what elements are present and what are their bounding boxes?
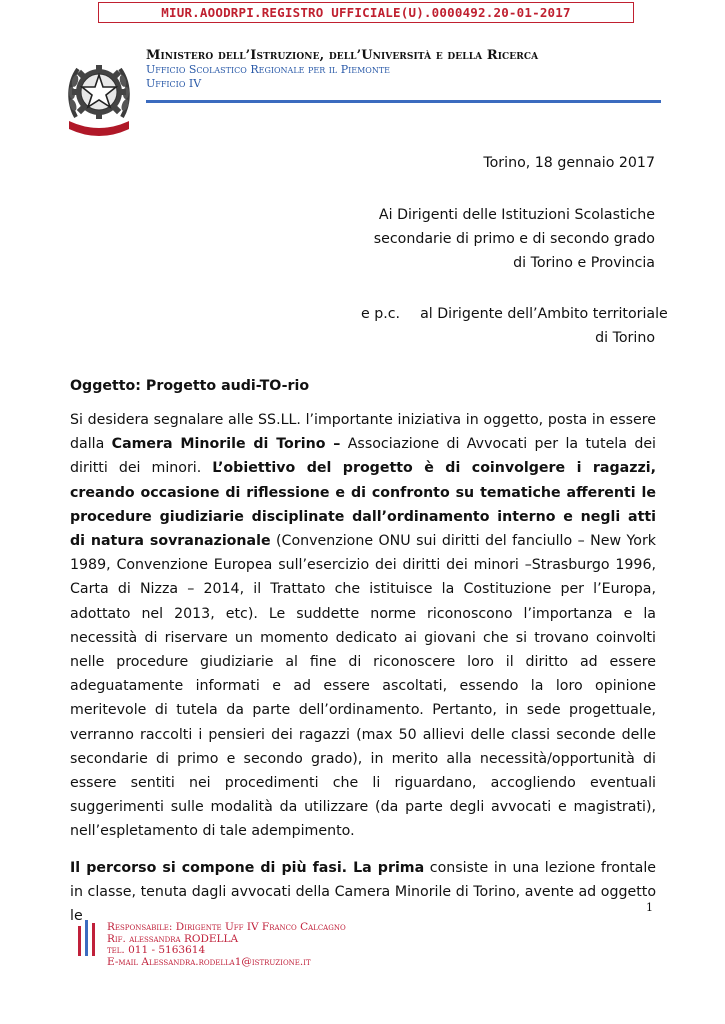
body-text: (Convenzione ONU sui diritti del fanciullo – New York 1989, Convenzione Europea sull’esercizio dei diritti dei minori –Strasburgo 1996, Carta di Nizza – 2014, il Trattato che istituisce la Costituzione per l’Europa, adottato nel 2013, etc). Le suddette norme riconoscono l’importanza e la necessità di riservare un momento dedicato ai giovani che si trovano coinvolti nelle procedure giudiziarie al fine di riconoscere loro il diritto ad essere adeguatamente informati e ad essere ascoltati, essendo la loro opinione meritevole di tutela da parte dell’ordinamento. Pertanto, in sede progettuale, verranno raccolti i pensieri dei ragazzi (max 50 allievi delle classi seconde delle secondarie di primo e secondo grado), in merito alla necessità/opportunità di essere sentiti nei procedimenti che li riguardano, accogliendo eventuali suggerimenti sulle modalità da utilizzare (da parte degli avvocati e magistrati), nell’espletamento di tale adempimento. bbox=[70, 533, 656, 840]
cc-line bbox=[361, 306, 668, 322]
body-bold-text: L’obiettivo del progetto è di coinvolgere i ragazzi, creando occasione di riflessione e di confronto su tematiche afferenti le procedure giudiziarie disciplinate dall’ordinamento interno e negli atti di natura sovranazionale bbox=[70, 460, 656, 550]
recipient-line: secondarie di primo e di secondo grado bbox=[373, 231, 655, 247]
footer-bars-icon bbox=[77, 920, 97, 958]
letterhead-rule bbox=[146, 100, 661, 103]
body-text: Associazione di Avvocati per la tutela dei diritti dei minori. bbox=[70, 436, 656, 477]
date-line: Torino, 18 gennaio 2017 bbox=[483, 155, 655, 171]
page-number: 1 bbox=[646, 901, 653, 914]
subject-line: Oggetto: Progetto audi-TO-rio bbox=[70, 378, 310, 394]
body-bold-text: Il percorso si compone di più fasi. La prima bbox=[70, 859, 425, 876]
footer-reference: Rif. alessandra RODELLA bbox=[107, 932, 239, 945]
paragraph bbox=[70, 408, 656, 844]
ministry-title: Ministero dell’Istruzione, dell’Università e della Ricerca bbox=[146, 48, 539, 63]
paragraph bbox=[70, 856, 656, 929]
recipient-line: di Torino e Provincia bbox=[513, 255, 655, 271]
cc-recipient: al Dirigente dell’Ambito territoriale bbox=[420, 306, 668, 322]
footer-responsible: Responsabile: Dirigente Uff IV Franco Calcagno bbox=[107, 921, 346, 933]
repubblica-italiana-emblem-icon bbox=[66, 55, 132, 139]
body-text: Si desidera segnalare alle SS.LL. l’importante iniziativa in oggetto, posta in essere dalla bbox=[70, 412, 656, 453]
cc-prefix: e p.c. bbox=[361, 306, 401, 322]
footer-email: E-mail Alessandra.rodella1@istruzione.it bbox=[107, 955, 311, 968]
protocol-stamp: MIUR.AOODRPI.REGISTRO UFFICIALE(U).0000492.20-01-2017 bbox=[98, 2, 634, 23]
footer-phone: tel. 011 - 5163614 bbox=[107, 944, 206, 956]
office-unit: Ufficio IV bbox=[146, 77, 202, 90]
body-bold-text: Camera Minorile di Torino – bbox=[111, 436, 341, 453]
cc-recipient-city: di Torino bbox=[595, 330, 655, 346]
office-name: Ufficio Scolastico Regionale per il Piemonte bbox=[146, 63, 391, 76]
letterhead bbox=[146, 48, 666, 91]
footer-contact bbox=[107, 922, 346, 968]
body-text: consiste in una lezione frontale in classe, tenuta dagli avvocati della Camera Minorile di Torino, avente ad oggetto le bbox=[70, 859, 656, 925]
recipient-line: Ai Dirigenti delle Istituzioni Scolastiche bbox=[378, 207, 655, 223]
letter-body bbox=[70, 408, 656, 928]
